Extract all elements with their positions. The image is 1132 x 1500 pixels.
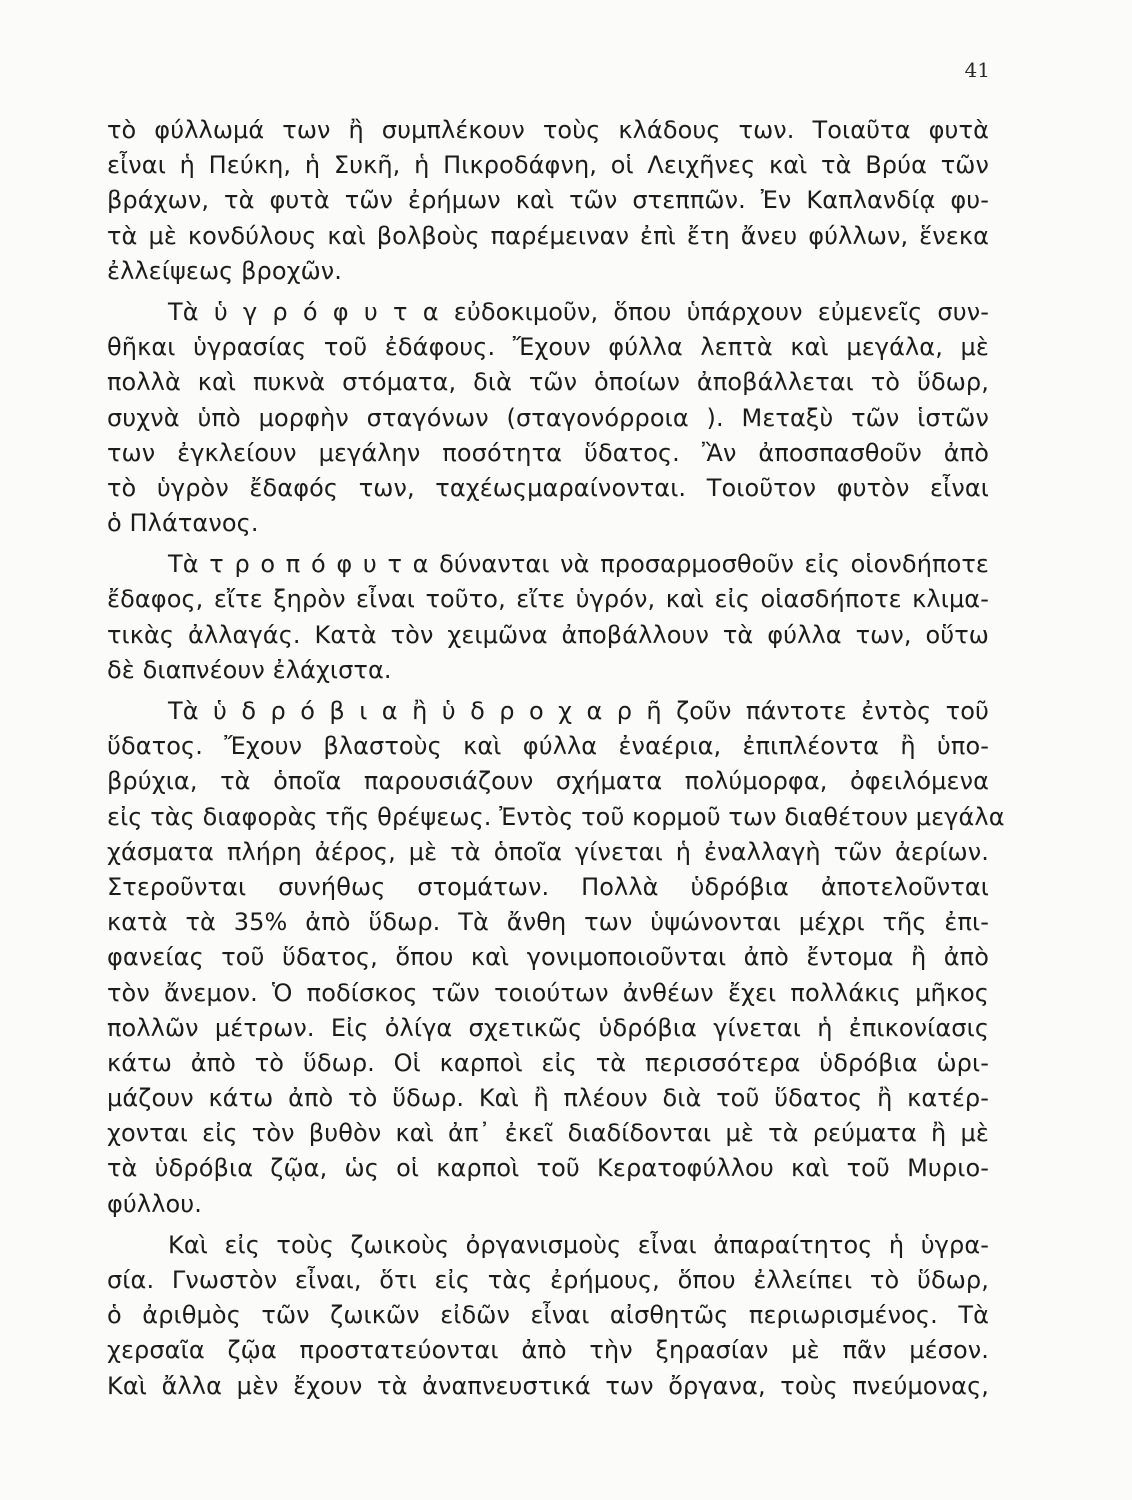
text-line: Τὰ τ ρ ο π ό φ υ τ α δύνανται νὰ προσαρμοσθοῦν εἰς οἱονδήποτε <box>168 550 989 579</box>
text-line: χάσματα πλήρη ἀέρος, μὲ τὰ ὁποῖα γίνεται ἡ ἐναλλαγὴ τῶν ἀερίων. <box>107 837 989 866</box>
text-line: ὁ Πλάτανος. <box>107 509 259 538</box>
text-line: τὰ μὲ κονδύλους καὶ βολβοὺς παρέμειναν ἐπὶ ἔτη ἄνευ φύλλων, ἕνεκα <box>107 221 989 250</box>
text-line: κάτω ἀπὸ τὸ ὕδωρ. Οἱ καρποὶ εἰς τὰ περισσότερα ὑδρόβια ὡρι- <box>107 1048 989 1077</box>
text-line: θῆκαι ὑγρασίας τοῦ ἐδάφους. Ἔχουν φύλλα λεπτὰ καὶ μεγάλα, μὲ <box>107 333 989 362</box>
text-line: μάζουν κάτω ἀπὸ τὸ ὕδωρ. Καὶ ἢ πλέουν διὰ τοῦ ὕδατος ἢ κατέρ- <box>107 1084 989 1113</box>
text-line: ἐλλείψεως βροχῶν. <box>107 256 343 285</box>
text-line: εἶναι ἡ Πεύκη, ἡ Συκῆ, ἡ Πικροδάφνη, οἱ Λειχῆνες καὶ τὰ Βρύα τῶν <box>107 151 989 180</box>
text-line: βράχων, τὰ φυτὰ τῶν ἐρήμων καὶ τῶν στεππῶν. Ἐν Καπλανδίᾳ φυ- <box>107 186 989 215</box>
text-line: πολλῶν μέτρων. Εἰς ὀλίγα σχετικῶς ὑδρόβια γίνεται ἡ ἐπικονίασις <box>107 1013 989 1042</box>
body-text <box>107 113 1005 1404</box>
text-line: ὁ ἀριθμὸς τῶν ζωικῶν εἰδῶν εἶναι αἰσθητῶς περιωρισμένος. Τὰ <box>107 1301 989 1330</box>
text-line: ἔδαφος, εἴτε ξηρὸν εἶναι τοῦτο, εἴτε ὑγρόν, καὶ εἰς οἱασδήποτε κλιμα- <box>107 585 989 614</box>
text-line: φύλλου. <box>107 1189 203 1218</box>
text-line: Στεροῦνται συνήθως στομάτων. Πολλὰ ὑδρόβια ἀποτελοῦνται <box>107 872 989 901</box>
text-line: Τὰ ὑ δ ρ ό β ι α ἢ ὑ δ ρ ο χ α ρ ῆ ζοῦν πάντοτε ἐντὸς τοῦ <box>168 697 989 725</box>
text-line: ὕδατος. Ἔχουν βλαστοὺς καὶ φύλλα ἐναέρια, ἐπιπλέοντα ἢ ὑπο- <box>107 732 989 761</box>
text-line: εἰς τὰς διαφορὰς τῆς θρέψεως. Ἐντὸς τοῦ κορμοῦ των διαθέτουν μεγάλα <box>107 802 1005 831</box>
text-line: χονται εἰς τὸν βυθὸν καὶ ἀπ᾿ ἐκεῖ διαδίδονται μὲ τὰ ρεύματα ἢ μὲ <box>107 1119 989 1148</box>
text-line: των ἐγκλείουν μεγάλην ποσότητα ὕδατος. Ἂν ἀποσπασθοῦν ἀπὸ <box>107 438 989 467</box>
text-line: βρύχια, τὰ ὁποῖα παρουσιάζουν σχήματα πολύμορφα, ὀφειλόμενα <box>107 767 989 796</box>
text-line: τὸ φύλλωμά των ἢ συμπλέκουν τοὺς κλάδους των. Τοιαῦτα φυτὰ <box>107 116 989 144</box>
text-line: σία. Γνωστὸν εἶναι, ὅτι εἰς τὰς ἐρήμους, ὅπου ἐλλείπει τὸ ὕδωρ, <box>107 1266 989 1294</box>
text-line: χερσαῖα ζῷα προστατεύονται ἀπὸ τὴν ξηρασίαν μὲ πᾶν μέσον. <box>107 1336 989 1365</box>
text-line: δὲ διαπνέουν ἐλάχιστα. <box>107 655 392 684</box>
text-line: φανείας τοῦ ὕδατος, ὅπου καὶ γονιμοποιοῦνται ἀπὸ ἔντομα ἢ ἀπὸ <box>107 943 989 972</box>
text-line: τὸ ὑγρὸν ἔδαφός των, ταχέωςμαραίνονται. Τοιοῦτον φυτὸν εἶναι <box>107 473 989 502</box>
text-line: Καὶ εἰς τοὺς ζωικοὺς ὀργανισμοὺς εἶναι ἀπαραίτητος ἡ ὑγρα- <box>168 1230 989 1259</box>
text-line: πολλὰ καὶ πυκνὰ στόματα, διὰ τῶν ὁποίων ἀποβάλλεται τὸ ὕδωρ, <box>107 368 989 397</box>
text-line: τικὰς ἀλλαγάς. Κατὰ τὸν χειμῶνα ἀποβάλλουν τὰ φύλλα των, οὕτω <box>107 620 989 649</box>
text-line: κατὰ τὰ 35% ἀπὸ ὕδωρ. Τὰ ἄνθη των ὑψώνονται μέχρι τῆς ἐπι- <box>107 908 989 937</box>
text-line: τὸν ἄνεμον. Ὁ ποδίσκος τῶν τοιούτων ἀνθέων ἔχει πολλάκις μῆκος <box>107 978 989 1007</box>
text-line: Τὰ ὑ γ ρ ό φ υ τ α εὐδοκιμοῦν, ὅπου ὑπάρχουν εὐμενεῖς συν- <box>168 297 989 326</box>
page-number: 41 <box>964 58 990 82</box>
text-line: τὰ ὑδρόβια ζῷα, ὡς οἱ καρποὶ τοῦ Κερατοφύλλου καὶ τοῦ Μυριο- <box>107 1154 989 1183</box>
text-line: Καὶ ἄλλα μὲν ἔχουν τὰ ἀναπνευστικά των ὄργανα, τοὺς πνεύμονας, <box>107 1371 989 1400</box>
text-line: συχνὰ ὑπὸ μορφὴν σταγόνων (σταγονόρροια ). Μεταξὺ τῶν ἱστῶν <box>107 403 989 432</box>
